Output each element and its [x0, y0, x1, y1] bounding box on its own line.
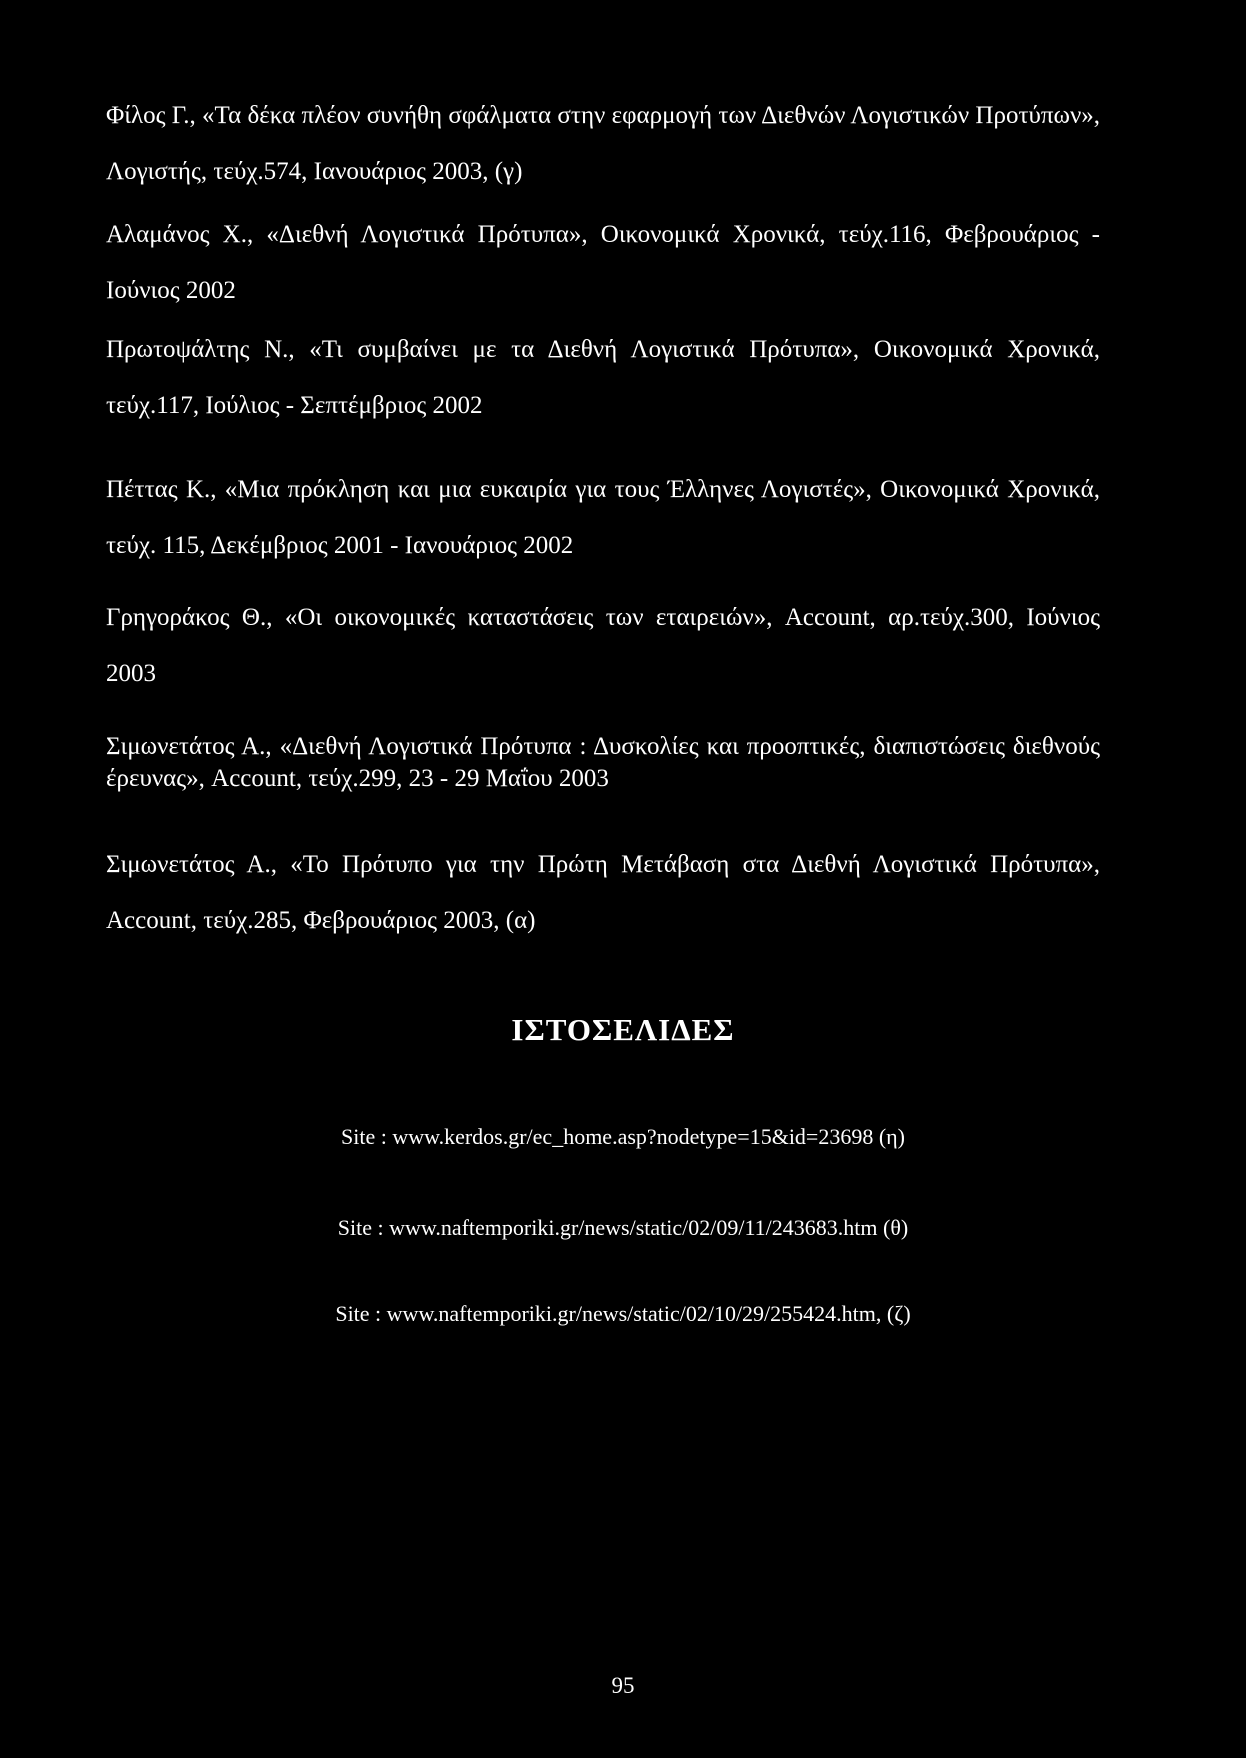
page-number: 95 [611, 1673, 635, 1698]
reference-entry: Πέττας Κ., «Μια πρόκληση και μια ευκαιρία για τους Έλληνες Λογιστές», Οικονομικά Χρονικά, τεύχ. 115, Δεκέμβριος 2001 - Ιανουάριος 2002 [106, 476, 1100, 559]
websites-heading: ΙΣΤΟΣΕΛΙΔΕΣ [511, 1012, 735, 1047]
reference-entry: Φίλος Γ., «Τα δέκα πλέον συνήθη σφάλματα στην εφαρμογή των Διεθνών Λογιστικών Προτύπων», Λογιστής, τεύχ.574, Ιανουάριος 2003, (γ) [106, 102, 1100, 185]
reference-entry: Πρωτοψάλτης Ν., «Τι συμβαίνει με τα Διεθνή Λογιστικά Πρότυπα», Οικονομικά Χρονικά, τεύχ.117, Ιούλιος - Σεπτέμβριος 2002 [106, 336, 1100, 419]
reference-entry: Σιμωνετάτος Α., «Διεθνή Λογιστικά Πρότυπα : Δυσκολίες και προοπτικές, διαπιστώσεις διεθνούς έρευνας», Account, τεύχ.299, 23 - 29 Μαΐου 2003 [106, 733, 1100, 792]
reference-entry: Αλαμάνος Χ., «Διεθνή Λογιστικά Πρότυπα», Οικονομικά Χρονικά, τεύχ.116, Φεβρουάριος - Ιούνιος 2002 [106, 221, 1100, 304]
website-entry: Site : www.kerdos.gr/ec_home.asp?nodetype=15&id=23698 (η) [341, 1124, 905, 1149]
reference-entry: Γρηγοράκος Θ., «Οι οικονομικές καταστάσεις των εταιρειών», Account, αρ.τεύχ.300, Ιούνιος 2003 [106, 604, 1100, 687]
reference-entry: Σιμωνετάτος Α., «Το Πρότυπο για την Πρώτη Μετάβαση στα Διεθνή Λογιστικά Πρότυπα», Account, τεύχ.285, Φεβρουάριος 2003, (α) [106, 851, 1100, 934]
website-entry: Site : www.naftemporiki.gr/news/static/02/10/29/255424.htm, (ζ) [335, 1301, 911, 1326]
website-entry: Site : www.naftemporiki.gr/news/static/02/09/11/243683.htm (θ) [337, 1215, 909, 1240]
